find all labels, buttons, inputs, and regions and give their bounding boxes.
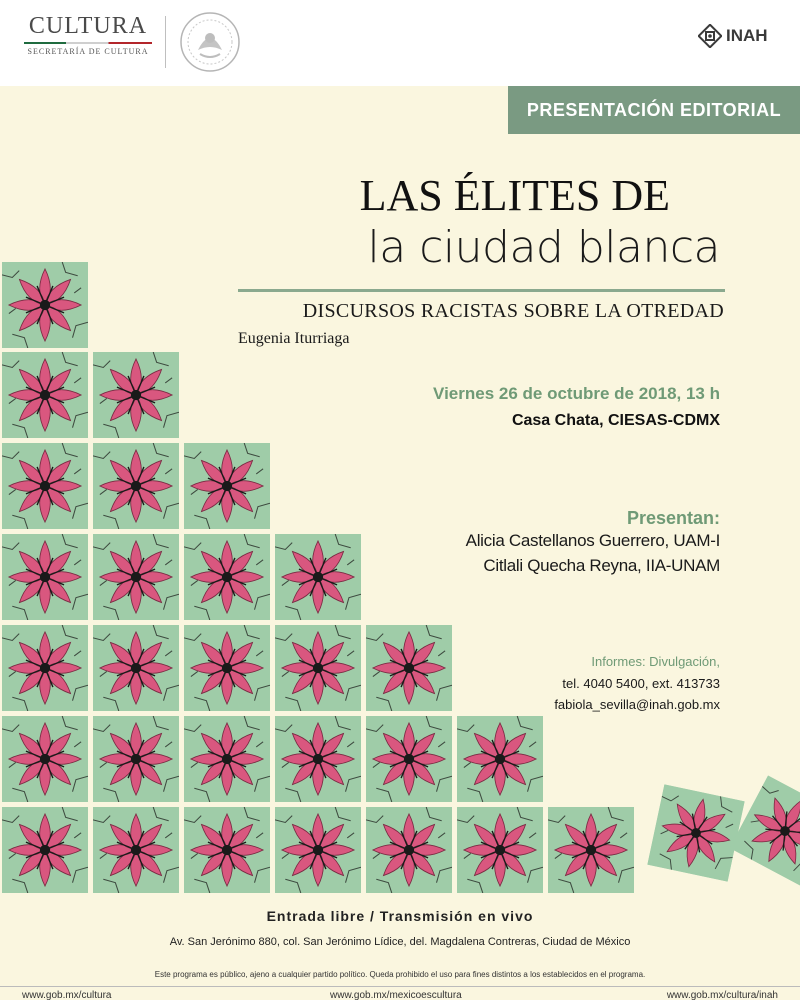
header-bar xyxy=(0,0,800,86)
flower-tile xyxy=(366,807,452,893)
presenter-name: Citlali Quecha Reyna, IIA-UNAM xyxy=(483,556,720,575)
flower-tile xyxy=(275,716,361,802)
inah-logo-name: INAH xyxy=(726,26,768,45)
flower-tile xyxy=(93,534,179,620)
event-date-time: Viernes 26 de octubre de 2018, 13 h xyxy=(433,384,720,403)
flower-tile xyxy=(2,716,88,802)
footer-link-inah[interactable]: www.gob.mx/cultura/inah xyxy=(666,990,778,1000)
flower-tile xyxy=(93,807,179,893)
footer-divider xyxy=(0,986,800,987)
venue-address: Av. San Jerónimo 880, col. San Jerónimo Lídice, del. Magdalena Contreras, Ciudad de México xyxy=(169,936,631,948)
flower-tile xyxy=(457,807,543,893)
flower-tile xyxy=(93,352,179,438)
info-label: Informes: Divulgación, xyxy=(591,654,720,669)
flower-tile xyxy=(184,716,270,802)
flower-tile xyxy=(93,716,179,802)
flower-tile xyxy=(647,784,744,881)
cultura-logo-rule xyxy=(24,42,152,44)
cultura-logo-name: CULTURA xyxy=(28,13,148,39)
flower-tile xyxy=(2,352,88,438)
flower-tile xyxy=(275,534,361,620)
info-email-link[interactable]: fabiola_sevilla@inah.gob.mx xyxy=(554,697,720,712)
flower-tile xyxy=(93,443,179,529)
book-title-line2: la ciudad blanca xyxy=(367,222,720,273)
flower-tile xyxy=(275,807,361,893)
cultura-logo xyxy=(24,12,152,56)
book-author: Eugenia Iturriaga xyxy=(238,330,350,347)
flower-tile xyxy=(457,716,543,802)
flower-tile xyxy=(730,776,800,887)
book-subtitle: DISCURSOS RACISTAS SOBRE LA OTREDAD xyxy=(302,300,724,322)
flower-tile xyxy=(366,625,452,711)
book-title-line1: LAS ÉLITES DE xyxy=(359,171,670,220)
flower-tile xyxy=(2,807,88,893)
event-type-banner: PRESENTACIÓN EDITORIAL xyxy=(508,86,800,134)
presenter-name: Alicia Castellanos Guerrero, UAM-I xyxy=(465,531,720,550)
flower-tile xyxy=(366,716,452,802)
inah-emblem-icon xyxy=(698,24,722,48)
flower-tile xyxy=(184,625,270,711)
event-venue: Casa Chata, CIESAS-CDMX xyxy=(511,412,720,429)
cultura-logo-subtitle: SECRETARÍA DE CULTURA xyxy=(27,47,149,56)
flower-tile xyxy=(275,625,361,711)
footer-link-cultura[interactable]: www.gob.mx/cultura xyxy=(22,990,112,1000)
info-phone: tel. 4040 5400, ext. 413733 xyxy=(562,676,720,691)
flower-tile xyxy=(93,625,179,711)
flower-tile xyxy=(548,807,634,893)
flower-tile xyxy=(184,807,270,893)
flower-tile xyxy=(2,262,88,348)
flower-tile xyxy=(184,534,270,620)
footer-link-mexicoescultura[interactable]: www.gob.mx/mexicoescultura xyxy=(330,990,462,1000)
title-underline xyxy=(238,289,725,292)
flower-tile xyxy=(2,625,88,711)
mexican-national-seal-icon xyxy=(178,10,242,74)
header-divider xyxy=(165,16,166,68)
entry-info: Entrada libre / Transmisión en vivo xyxy=(266,908,534,924)
presenters-label: Presentan: xyxy=(626,508,720,528)
flower-tile xyxy=(2,443,88,529)
flower-tile xyxy=(184,443,270,529)
flower-tile xyxy=(2,534,88,620)
inah-logo xyxy=(698,22,768,50)
legal-disclaimer: Este programa es público, ajeno a cualquier partido político. Queda prohibido el uso para fines distintos a los establecidos en el programa. xyxy=(154,970,646,979)
